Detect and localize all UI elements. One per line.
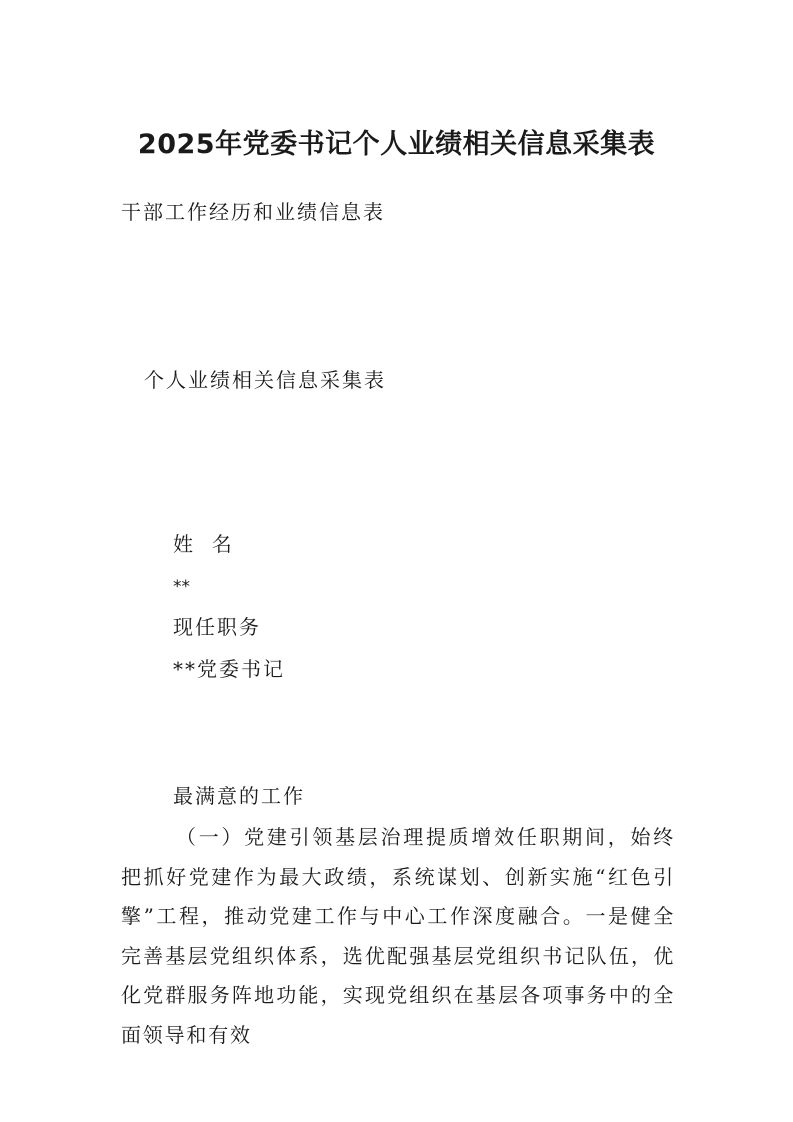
form-title: 个人业绩相关信息采集表	[144, 368, 386, 392]
name-value: **	[173, 577, 190, 597]
page-title: 2025年党委书记个人业绩相关信息采集表	[137, 129, 656, 160]
body-paragraph: （一）党建引领基层治理提质增效任职期间，始终把抓好党建作为最大政绩，系统谋划、创新实施“红色引擎”工程，推动党建工作与中心工作深度融合。一是健全完善基层党组织体系，选优配强基层党组织书记队伍，优化党群服务阵地功能，实现党组织在基层各项事务中的全面领导和有效	[121, 825, 675, 1047]
position-label: 现任职务	[173, 615, 261, 639]
position-value: **党委书记	[173, 657, 285, 681]
section-label: 最满意的工作	[173, 784, 305, 808]
name-label: 姓 名	[173, 532, 234, 556]
document-subtitle: 干部工作经历和业绩信息表	[121, 200, 385, 224]
